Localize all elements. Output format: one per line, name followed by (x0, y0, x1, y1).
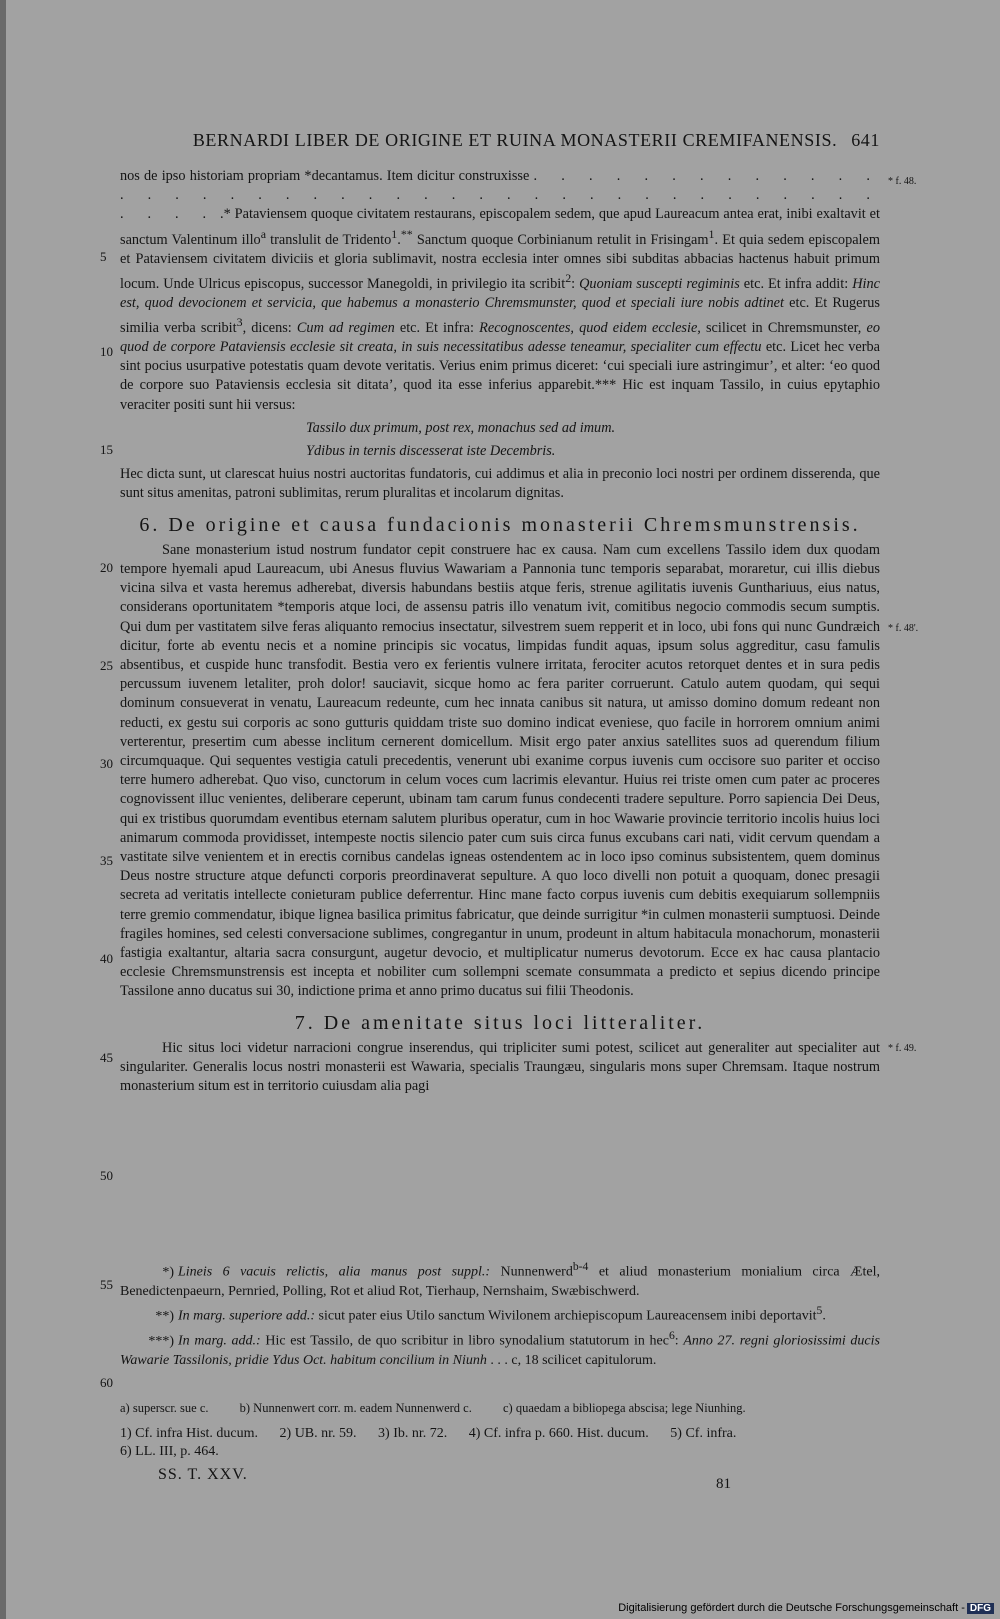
note-mark: ** (400, 226, 413, 241)
note-italic: In marg. superiore add.: (178, 1308, 316, 1324)
note-text: Nunnenwerd (490, 1264, 573, 1280)
text-run: etc. Et Rugerus similia verba scribit (120, 294, 880, 336)
folio-mark: * f. 48'. (888, 623, 919, 634)
note-mark: 3 (236, 314, 243, 329)
paragraph-closing: Hec dicta sunt, ut clarescat huius nostri auctoritas fundatoris, cui addimus et alia in preconio loci nostri per ordinem disserenda, que sunt situs amenitas, patroni sublimitas, rerum pluralitas et incolarum dignitas. (120, 466, 880, 502)
quotation: Recognoscentes, quod eidem ecclesie, (479, 319, 701, 336)
line-number: 35 (100, 853, 113, 868)
line-number: 50 (100, 1168, 113, 1183)
page-number: 641 (851, 130, 880, 150)
footnote: 4) Cf. infra p. 660. Hist. ducum. (468, 1426, 649, 1441)
text-run: etc. Et infra: (394, 319, 480, 336)
line-number: 60 (100, 1375, 113, 1390)
note-italic: Lineis 6 vacuis relictis, alia manus post suppl.: (178, 1264, 491, 1280)
dfg-logo: DFG (967, 1603, 994, 1614)
line-number: 5 (100, 249, 107, 264)
note-1 (120, 1257, 880, 1301)
note-3 (120, 1326, 880, 1370)
note-italic: Anno 27. regni gloriosissimi ducis Wawarie Tassilonis, pridie Ydus Oct. habitum concilium in Niunh (120, 1333, 880, 1368)
footnote: 5) Cf. infra. (670, 1426, 737, 1441)
footnotes (120, 1425, 880, 1461)
line-number: 15 (100, 442, 113, 457)
line-number: 10 (100, 344, 113, 359)
note-marker: ***) (148, 1333, 174, 1349)
folio-mark: * f. 48. (888, 176, 917, 187)
chapter-6-text: Sane monasterium istud nostrum fundator cepit construere hac ex causa. Nam cum excellens Tassilo idem dux quodam tempore hyemali apud Laureacum, ubi Anesus fluvius Wawariam a Pannonia tunc temporis separabat, moraretur, cui illis diebus vicina silva et vasta heremus adherebat, diversis habundans bestiis atque feris, strenue agilitatis iuvenis Gunthariuus, eius natus, considerans oportunitatem *temporis atque loci, de assensu patris illo venatum ivit, comitibus negocio commodis secum sumptis. Qui dum per vastitatem silve feras aliquanto remocius insectatur, silvestrem suem repperit et in loco, ubi fons qui nunc Gundræich dicitur, forte ab eventu necis et a nomine principis sic vocatus, limpidas fundit aquas, ipsum solus aggreditur, casu famulis absentibus, et cuspide hunc transfodit. Bestia vero ex ferientis vulnere irritata, ferociter acutos retorquet dentes et in sura pedis percussum iuvenem letaliter, proh dolor! sauciavit, sicque homo ac fera pariter corruerunt. Catulo autem quodam, qui sequi dominum consueverat in venatu, Laureacum redeunte, cum hec innata canibus sit natura, ut amisso domino domum redeant non reducti, ex gestu sui corporis ac sono gutturis quiddam triste suo domino indicat eveniese, quo facile in horrorem omnium animi verterentur, presertim cum abesse inclitum cernerent domicellum. Misit ergo pater anxius satellites suos ad querendum filium circumquaque. Qui sequentes vestigia catuli precedentis, venerunt ubi exanime corpus iuvenis cum occisore suo pariter et occiso terre humero adherebat. Quo viso, cunctorum in celum voces cum lacrimis elevantur. Huius rei triste omen cum pater ac proceres cognovissent illuc venientes, deliberare ceperunt, ubinam tam carum funus condecenti tradere sepulture. Porro sapiencia Dei Deus, qui ex tristibus quorumdam eventibus eternam salutem pluribus operatur, cum in hoc Wawarie provincie territorio incolis huius loci animarum commoda providisset, intempeste noctis silencio pater cum suis circa funus excubans cari nati, vidit cervum quendam a vastitate silve venientem et in erectis cornibus candelas igneas ostendentem ac in loco ipso cominus subsistentem, quem dominus Deus nostre structure atque defuncti corporis preordinaverat sepulture. A quo loco divelli non potuit a quoquam, donec presagii secreta ad veritatis intellecte conieturam publice deferrentur. Hinc mane facto corpus iuvenis cum debitis exequiarum sollempniis terre gremio commendatur, ibique lignea basilica primitus fabricatur, que deinde surrigitur *in culmen monasterii sumptuosi. Deinde fragiles homines, sed celesti conversacione sublimes, congregantur in unum, prodeunt in altum habitacula monachorum, monasterii fastigia exaltantur, altaria sacra consurgunt, augetur devocio, et multiplicatur numerus devotorum. Ecce ex hac causa plantacio ecclesie Chremsmunstrensis est incepta et nobiliter cum sollempni scemate consummata a predicto et sepius dicendo principe Tassilone anno ducatus sui 30, indictione prima et anno primo ducatus sui filii Theodonis. (120, 541, 880, 1000)
note-sup: b-4 (572, 1260, 589, 1273)
paragraph-1: nos de ipso historiam propriam *decantamus. Item dicitur construxisse . . . . . . . . . . . . . . . . . . . . . . . . . . . . . . . . . . . . . . . . . . . . . .* Pataviensem quoque civitatem restaurans, episcopalem sedem, que apud Laureacum antea erat, inibi exaltavit et sanctum Valentinum illo$^a$ translulit de Tridento$^1$.** Sanctum quoque Corbinianum retulit in Frisingam$^1$. Et quia sedem episcopalem et Pataviensem civitatem diviciis et gloria sublimavit, nostra ecclesia inter omnes sibi subditas abbacias hactenus habuit primum locum. Unde Ulricus episcopus, successor Manegoldi, in privilegio ita scribit$^2$: Quoniam suscepti regiminis etc. Et infra addit: Hinc est, quod devocionem et servicia, que habemus a monasterio Chremsmunster, quod et speciali iure nobis adtinet etc. Et Rugerus similia verba scribit$^3$, dicens: Cum ad regimen etc. Et infra: Recognoscentes, quod eidem ecclesie, scilicet in Chremsmunster, eo quod de corpore Pataviensis ecclesie sit creata, in suis necessitatibus adesse teneamur, specialiter cum effectu etc. Licet hec verba sint pocius usurpative potestatis quam devote veritatis. Verius enim primus diceret: ‘cui speciali iure astringimur’, et alter: ‘eo quod de corpore suo Pataviensis ecclesia sit ditata’, quod ita esse inferius apparebit.*** Hic est inquam Tassilo, in cuius epytaphio veraciter positi sunt hii versus: (120, 168, 881, 413)
note-italic: In marg. add.: (178, 1333, 261, 1349)
note-marker: **) (155, 1308, 174, 1324)
apparatus-a: a) superscr. sue c. (120, 1401, 209, 1415)
text-run: , dicens: (242, 319, 297, 336)
text-run: etc. Licet hec verba sint pocius usurpative potestatis quam devote veritatis. Verius enim primus diceret: ‘cui speciali iure astringimur’, et alter: ‘eo quod de corpore suo Pataviensis ecclesia sit ditata’, quod ita esse inferius apparebit.*** Hic est inquam Tassilo, in cuius epytaphio veraciter positi sunt hii versus: (120, 338, 880, 413)
header-title: BERNARDI LIBER DE ORIGINE ET RUINA MONASTERII CREMIFANENSIS. (192, 130, 838, 150)
chapter-7-heading: 7. De amenitate situs loci litteraliter. (294, 1011, 706, 1034)
text-run: scilicet in Chremsmunster, (700, 319, 867, 336)
signature-mark: SS. T. XXV. (158, 1466, 248, 1483)
footnote: 6) LL. III, p. 464. (120, 1444, 219, 1459)
line-number: 45 (100, 1050, 113, 1065)
digitization-footer (618, 1602, 994, 1614)
line-number: 40 (100, 951, 113, 966)
note-sup: 6 (668, 1328, 675, 1342)
text-run: Sanctum quoque Corbinianum retulit in Frisingam (412, 231, 709, 248)
editorial-notes (120, 1257, 880, 1370)
quotation: Quoniam suscepti regiminis (579, 275, 740, 292)
note-mark: 1 (391, 226, 398, 241)
quotation: Cum ad regimen (296, 319, 395, 336)
footer-text: Digitalisierung gefördert durch die Deutsche Forschungsgemeinschaft - (618, 1602, 965, 1614)
sheet-number: 81 (716, 1476, 731, 1492)
main-text (120, 167, 880, 1096)
note-mark: a (260, 226, 266, 241)
line-number: 25 (100, 658, 113, 673)
note-text: : (674, 1333, 684, 1349)
lacuna-dots: . . . . . . . . . . . . . . . . . . . . . . . . . . . . . . . . . . . . . . . . . . . . . (120, 168, 880, 223)
quotation: Hinc est, quod devocionem et servicia, que habemus a monasterio Chremsmunster, quod et speciali iure nobis adtinet (120, 275, 880, 311)
note-text: et aliud monasterium monialium circa Ætel, Benedictenpaeurn, Pernried, Polling, Rot et aliud Rot, Tierhaup, Nernshaim, Swæbischwerd. (120, 1264, 880, 1299)
apparatus-b: b) Nunnenwert corr. m. eadem Nunnenwerd c. (239, 1401, 472, 1415)
text-run: translulit de Tridento (266, 231, 392, 248)
quotation: eo quod de corpore Pataviensis ecclesie sit creata, in suis necessitatibus adesse teneamur, specialiter cum effectu (120, 319, 880, 355)
note-sup: 5 (816, 1304, 823, 1318)
note-2: **) In marg. superiore add.: sicut pater eius Utilo sanctum Wivilonem archiepiscopum Laureacensem inibi deportavit$^5$. (120, 1301, 880, 1326)
note-mark: 2 (565, 270, 572, 285)
verse-line: Tassilo dux primum, post rex, monachus sed ad imum. (306, 419, 616, 436)
footnote: 3) Ib. nr. 72. (378, 1426, 448, 1441)
critical-apparatus (120, 1401, 890, 1416)
line-number: 55 (100, 1277, 113, 1292)
folio-mark: * f. 49. (888, 1043, 917, 1054)
chapter-7-text: Hic situs loci videtur narracioni congrue inserendus, qui tripliciter sumi potest, scilicet aut generaliter aut specialiter aut singulariter. Generalis locus nostri monasterii est Wawaria, specialis Traungæu, singularis mons super Chremsam. Itaque nostrum monasterium situm est in territorio cuiusdam alia pagi (120, 1039, 880, 1095)
note-text: . . . c, 18 scilicet capitulorum. (486, 1352, 657, 1368)
chapter-6-heading: 6. De origine et causa fundacionis monasterii Chremsmunstrensis. (139, 513, 861, 536)
text-run: nos de ipso historiam propriam *decantamus. Item dicitur construxisse (120, 168, 530, 184)
line-number: 30 (100, 756, 113, 771)
footnote: 1) Cf. infra Hist. ducum. (120, 1426, 259, 1441)
note-mark: . (397, 231, 401, 248)
note-text: sicut pater eius Utilo sanctum Wivilonem archiepiscopum Laureacensem inibi deportavit (315, 1308, 817, 1324)
text-run: etc. Et infra addit: (739, 275, 853, 292)
footnote: 2) UB. nr. 59. (279, 1426, 357, 1441)
note-marker: *) (162, 1264, 174, 1280)
apparatus-c: c) quaedam a bibliopega abscisa; lege Niunhing. (502, 1401, 746, 1415)
line-number: 20 (100, 560, 113, 575)
text-run: Et quia sedem episcopalem et Pataviensem civitatem diviciis et gloria sublimavit, nostra ecclesia inter omnes sibi subditas abbacias hactenus habuit primum locum. Unde Ulricus episcopus, successor Manegoldi, in privilegio ita scribit (120, 231, 880, 292)
running-header (150, 130, 880, 151)
note-text: Hic est Tassilo, de quo scribitur in libro synodalium statutorum in hec (260, 1333, 669, 1349)
verse-line: Ydibus in ternis discesserat iste Decembris. (306, 442, 556, 459)
text-run: .* Pataviensem quoque civitatem restaurans, episcopalem sedem, que apud Laureacum antea erat, inibi exaltavit et sanctum Valentinum illo (120, 206, 881, 248)
note-mark: 1 (708, 226, 715, 241)
